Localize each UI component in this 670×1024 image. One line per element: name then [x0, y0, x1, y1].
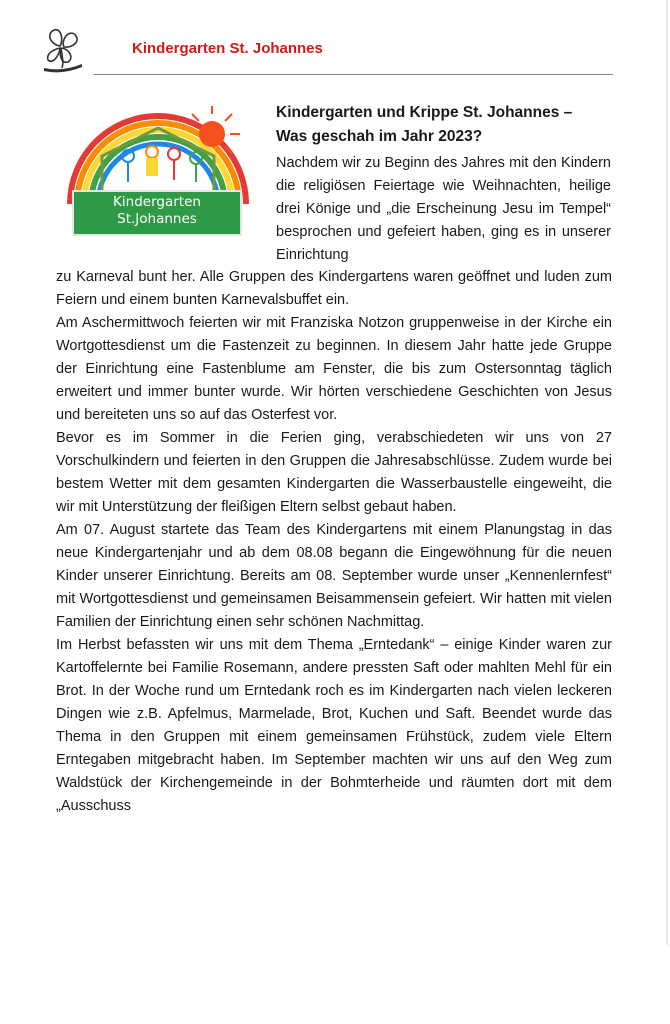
header-divider [93, 74, 613, 75]
kindergarten-logo [62, 94, 254, 240]
intro-paragraph: Nachdem wir zu Beginn des Jahres mit den Kindern die religiösen Feiertage wie Weihnachten, heilige drei Könige und „die Erscheinung Jesu im Tempel“ besprochen und gefeiert haben, ging es in unserer Einrichtung [276, 155, 611, 263]
paragraph: Bevor es im Sommer in die Ferien ging, verabschiedeten wir uns von 27 Vorschulkindern und feierten in den Gruppen die Jahresabschlüsse. Zudem wurde bei bestem Wetter mit dem gesamten Kindergarten die Wasserbaustelle eingeweiht, die wir mit Unterstützung der fleißigen Eltern selbst gebaut haben. [56, 430, 612, 515]
clover-icon [40, 24, 84, 74]
article-body [56, 266, 612, 818]
page-edge [666, 0, 668, 945]
logo-text [72, 194, 242, 228]
paragraph: Im Herbst befassten wir uns mit dem Thema „Erntedank“ – einige Kinder waren zur Kartoffelernte bei Familie Rosemann, andere pressten Saft oder mahlten Mehl für ein Brot. In der Woche rund um Erntedank roch es im Kindergarten nach vielen leckeren Dingen wie z.B. Apfelmus, Marmelade, Brot, Kuchen und Saft. Beendet wurde das Thema in den Gruppen mit einem gemeinsamen Frühstück, zudem viele Eltern Erntegaben mitgebracht haben. Im September machten wir uns auf den Weg zum Waldstück der Kirchengemeinde in der Bohmterheide und räumten dort mit dem „Ausschuss [56, 637, 612, 814]
logo-line-1: Kindergarten [113, 194, 201, 210]
paragraph: Am 07. August startete das Team des Kindergartens mit einem Planungstag in das neue Kindergartenjahr und ab dem 08.08 begann die Eingewöhnung für die neuen Kinder unserer Einrichtung. Bereits am 08. September wurde unser „Kennenlernfest“ mit Wortgottesdienst und gemeinsamen Beisammensein gefeiert. Wir hatten mit vielen Familien der Einrichtung einen sehr schönen Nachmittag. [56, 522, 612, 630]
header-title: Kindergarten St. Johannes [132, 40, 323, 57]
paragraph: Am Aschermittwoch feierten wir mit Franziska Notzon gruppenweise in der Kirche ein Wortgottesdienst um die Fastenzeit zu beginnen. In diesem Jahr hatte jede Gruppe der Einrichtung eine Fastenblume am Fenster, die bis zum Ostersonntag täglich erweitert und immer bunter wurde. Wir hörten verschiedene Geschichten von Jesus und bereiteten uns so auf das Osterfest vor. [56, 315, 612, 423]
article-title [276, 101, 616, 149]
article-title-line-2: Was geschah im Jahr 2023? [276, 128, 483, 145]
logo-line-2: St.Johannes [117, 211, 197, 227]
article-intro [276, 152, 611, 267]
paragraph: zu Karneval bunt her. Alle Gruppen des Kindergartens waren geöffnet und luden zum Feiern und einem bunten Karnevalsbuffet ein. [56, 269, 612, 308]
article-title-line-1: Kindergarten und Krippe St. Johannes – [276, 104, 573, 121]
